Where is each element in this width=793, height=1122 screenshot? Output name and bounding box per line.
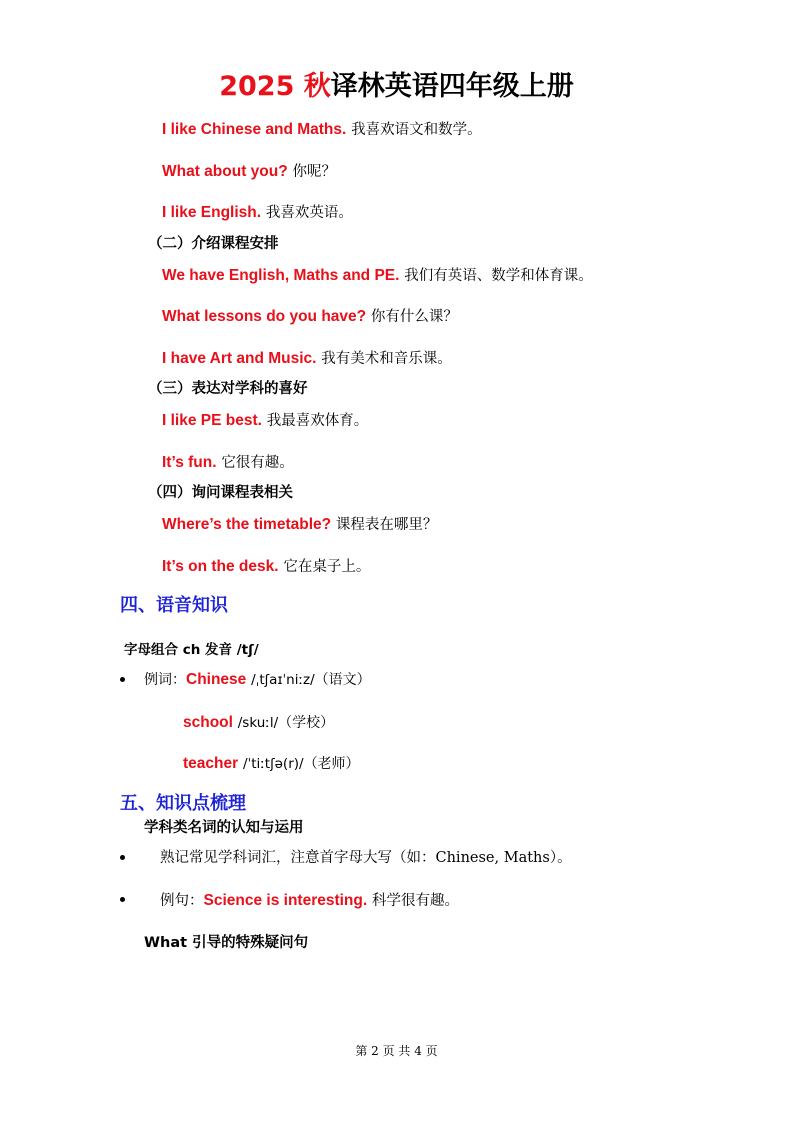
page-footer: 第 2 页 共 4 页 bbox=[355, 1044, 438, 1058]
bullet-dot bbox=[120, 855, 125, 860]
english-sentence: It’s on the desk. bbox=[162, 558, 279, 575]
english-sentence: Where’s the timetable? bbox=[162, 516, 332, 533]
example-sentence-row bbox=[160, 889, 459, 910]
chinese-translation: 你呢？ bbox=[292, 164, 336, 180]
word-meaning: （语文） bbox=[314, 672, 371, 688]
chinese-translation: 我喜欢语文和数学。 bbox=[351, 122, 482, 138]
chinese-translation: 我最喜欢体育。 bbox=[266, 413, 369, 429]
example-word: school bbox=[183, 714, 233, 731]
chinese-translation: 它很有趣。 bbox=[221, 455, 294, 471]
sentence-row bbox=[162, 305, 458, 326]
sentence-row bbox=[162, 409, 368, 430]
page-title bbox=[0, 64, 793, 103]
sentence-row bbox=[162, 451, 294, 472]
english-sentence: We have English, Maths and PE. bbox=[162, 267, 400, 284]
chinese-translation: 你有什么课？ bbox=[370, 309, 458, 325]
example-label: 例词： bbox=[144, 672, 186, 688]
chinese-translation: 我喜欢英语。 bbox=[265, 205, 353, 221]
chinese-translation: 我有美术和音乐课。 bbox=[321, 351, 452, 367]
subheading: 学科类名词的认知与运用 bbox=[144, 820, 304, 836]
chinese-translation: 它在桌子上。 bbox=[283, 559, 371, 575]
subheading: （二）介绍课程安排 bbox=[148, 236, 279, 252]
bullet-dot bbox=[120, 677, 125, 682]
english-sentence: What about you? bbox=[162, 163, 288, 180]
sentence-row bbox=[162, 160, 336, 181]
word-meaning: （老师） bbox=[303, 756, 360, 772]
sentence-row bbox=[162, 201, 353, 222]
sentence-row bbox=[162, 118, 482, 139]
title-rest: 译林英语四年级上册 bbox=[330, 71, 574, 102]
chinese-translation: 课程表在哪里？ bbox=[335, 517, 438, 533]
example-word: Chinese bbox=[186, 671, 247, 688]
subheading: （三）表达对学科的喜好 bbox=[148, 381, 308, 397]
word-meaning: （学校） bbox=[278, 715, 335, 731]
example-word: teacher bbox=[183, 755, 239, 772]
sentence-row bbox=[162, 555, 370, 576]
example-word-row bbox=[144, 669, 371, 689]
english-sentence: I like Chinese and Maths. bbox=[162, 121, 347, 138]
english-sentence: I have Art and Music. bbox=[162, 350, 317, 367]
subheading: What 引导的特殊疑问句 bbox=[144, 935, 309, 951]
example-label: 例句： bbox=[160, 893, 204, 909]
section-heading: 五、知识点梳理 bbox=[120, 793, 246, 814]
chinese-translation: 科学很有趣。 bbox=[371, 893, 459, 909]
example-word-row bbox=[183, 712, 334, 732]
knowledge-point: 熟记常见学科词汇，注意首字母大写（如：Chinese, Maths）。 bbox=[160, 850, 572, 866]
ipa-transcription: /skuːl/ bbox=[237, 715, 279, 731]
ipa-transcription: /ˌtʃaɪˈniːz/ bbox=[251, 672, 315, 688]
sentence-row bbox=[162, 264, 593, 285]
subheading: （四）询问课程表相关 bbox=[148, 485, 293, 501]
ipa-transcription: /ˈtiːtʃə(r)/ bbox=[242, 756, 304, 772]
sentence-row bbox=[162, 513, 437, 534]
english-sentence: I like English. bbox=[162, 204, 262, 221]
english-sentence: What lessons do you have? bbox=[162, 308, 367, 325]
section-heading: 四、语音知识 bbox=[120, 595, 228, 616]
english-sentence: It’s fun. bbox=[162, 454, 217, 471]
sentence-row bbox=[162, 347, 452, 368]
chinese-translation: 我们有英语、数学和体育课。 bbox=[404, 268, 593, 284]
title-year: 2025 秋 bbox=[219, 71, 331, 102]
bullet-dot bbox=[120, 897, 125, 902]
example-word-row bbox=[183, 753, 360, 773]
phonics-rule: 字母组合 ch 发音 /tʃ/ bbox=[124, 642, 259, 658]
english-sentence: Science is interesting. bbox=[203, 892, 368, 909]
english-sentence: I like PE best. bbox=[162, 412, 262, 429]
